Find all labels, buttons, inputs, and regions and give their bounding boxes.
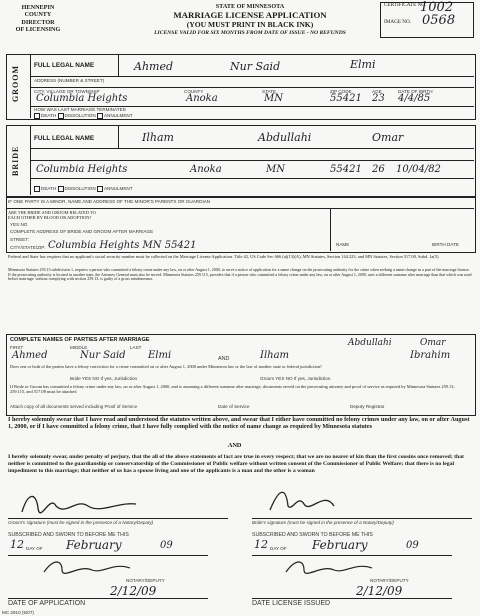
sworn-month-right: February xyxy=(312,538,368,552)
notary-label-right: NOTARY/DEPUTY xyxy=(370,578,409,583)
county-line-3: DIRECTOR xyxy=(21,18,55,26)
groom-dissolution-checkbox[interactable] xyxy=(58,113,64,119)
form-number: MC 2910 (5/07) xyxy=(2,610,34,615)
groom-felony: Groom YES NO If yes, Jurisdiction xyxy=(260,376,331,381)
groom-termination-options xyxy=(34,113,133,119)
sworn-year-right: 09 xyxy=(406,540,419,551)
bride-last-name: Omar xyxy=(372,131,404,144)
after-groom-middle: Nur Said xyxy=(80,350,126,361)
address-after-marriage: Columbia Heights MN 55421 xyxy=(48,240,197,251)
statute-notice: Minnesota Statutes 259.13 subdivision 1, requires a person who committed a felony crime under any law, on or after August 1, 2000, to serve a notice of application for a name change on the prosecuting authority for the crime when seeking a name change as a part of the marriage license. If the prosecuting authority is located in another state, the Attorney General must also be served. Minnesota Statutes 259.115, provides that if a person who committed a felony crime under any law, on or after August 1, 2000, uses a different surname after marriage than that which was used before marriage, without complying with section 259.13, is guilty of a gross misdemeanor. xyxy=(8,267,472,282)
after-groom-first: Ahmed xyxy=(12,350,48,361)
birth-date-label: BIRTH DATE xyxy=(432,242,459,247)
validity-notice: LICENSE VALID FOR SIX MONTHS FROM DATE OF ISSUE - NO REFUNDS xyxy=(154,30,346,36)
image-label: IMAGE NO. xyxy=(384,19,412,25)
related-yes-no: YES NO xyxy=(10,222,28,227)
name-label: NAME xyxy=(336,242,350,247)
bride-annulment-label: ANNULMENT xyxy=(103,186,133,192)
oath-felony: I hereby solemnly swear that I have read and understood the statutes written above, and swear that I either have committed no felony crimes under any law, on or after August 1, 2000, or if I have committed a felony crime, that I have fully complied with the notice of name change as required by Minnesota statutes xyxy=(8,416,470,431)
county-block xyxy=(8,4,68,34)
sworn-year-left: 09 xyxy=(160,540,173,551)
date-license-issued-label: DATE LICENSE ISSUED xyxy=(252,600,331,607)
bride-age: 26 xyxy=(372,164,385,175)
bride-state: MN xyxy=(266,164,285,175)
felony-notice: If Bride or Groom has committed a felony crime under any law, on or after August 1, 2000, and is assuming a different surname after marriage, documents served on the prosecuting attorney and proof of service as required by Minnesota Statutes 259.13, 259.115, and 517.08 must be attached xyxy=(10,384,455,394)
groom-dissolution-label: DISSOLUTION xyxy=(64,113,96,119)
groom-dob-label: DATE OF BIRTH xyxy=(398,89,433,94)
notary-signature-left xyxy=(40,556,170,578)
bride-death-checkbox[interactable] xyxy=(34,186,40,192)
sworn-day-right-suffix: DAY OF xyxy=(270,546,287,551)
complete-address-label: COMPLETE ADDRESS OF BRIDE AND GROOM AFTER MARRIAGE xyxy=(10,229,154,234)
date-of-application: 2/12/09 xyxy=(110,584,157,598)
bride-felony: Bride YES NO If yes, Jurisdiction xyxy=(70,376,138,381)
groom-signature-label: Groom's signature (must be signed in the presence of a Notary/Deputy) xyxy=(8,520,154,525)
related-label: ARE THE BRIDE AND GROOM RELATED TO EACH OTHER BY BLOOD OR ADOPTION? xyxy=(8,210,96,220)
oath-perjury: I hereby solemnly swear, under penalty of perjury, that the all of the above statements of fact are true in every respect; that we are no nearer of kin than the first cousins once removed; that neither is committed to the guardianship or conservatorship of the Commissioner of Public welfare without written consent of the Commissioner of Public Welfare; that there is no legal impediment to this marriage; that neither of us has a spouse living and one of the applicants is a man and the other is a woman xyxy=(8,454,464,474)
after-bride-last: Omar xyxy=(420,338,446,348)
bride-county: Anoka xyxy=(190,164,222,175)
groom-county: Anoka xyxy=(186,93,218,104)
groom-address-label: ADDRESS (NUMBER & STREET) xyxy=(34,78,105,83)
image-number: 0568 xyxy=(422,13,456,28)
groom-last-name: Elmi xyxy=(350,58,376,71)
certificate-label: CERTIFICATE NO. xyxy=(384,2,427,8)
page-subtitle: (YOU MUST PRINT IN BLACK INK) xyxy=(186,20,314,29)
county-line-4: OF LICENSING xyxy=(15,26,61,34)
sworn-left: SUBSCRIBED AND SWORN TO BEFORE ME THIS xyxy=(8,532,129,538)
federal-notice: Federal and State law requires that no applicant's social security number must be collected on the Marriage License Application. Title 42, US Code Sec 666 (a)(13)(A), MN Statutes, Section 144.223, and MN Statutes, Section 517.08, Subd. 1a(5) xyxy=(8,254,439,259)
felony-question: Does one or both of the parties have a felony conviction for a crime committed on or after August 1, 2000 under Minnesota law or the law of another state or federal jurisdiction? xyxy=(10,364,323,369)
groom-city-label: CITY, VILLAGE OR TOWNSHIP xyxy=(34,89,100,94)
groom-age: 23 xyxy=(372,93,385,104)
guardian-label: IF ONE PARTY IS A MINOR, NAME AND ADDRESS OF THE MINOR'S PARENTS OR GUARDIAN xyxy=(8,199,211,204)
after-bride-middle: Abdullahi xyxy=(348,338,392,348)
after-first-label: FIRST xyxy=(10,345,24,350)
bride-dissolution-label: DISSOLUTION xyxy=(64,186,96,192)
names-after-heading: COMPLETE NAMES OF PARTIES AFTER MARRIAGE xyxy=(10,337,150,343)
street-label: STREET: xyxy=(10,237,29,242)
after-bride-first: Ilham xyxy=(260,350,290,361)
title-block xyxy=(130,2,370,38)
bride-side-label: BRIDE xyxy=(11,145,20,176)
groom-age-label: AGE xyxy=(372,89,382,94)
state-heading: STATE OF MINNESOTA xyxy=(215,3,285,10)
sworn-month-left: February xyxy=(66,538,122,552)
after-bride-last-extra: Ibrahim xyxy=(410,350,451,361)
groom-first-name: Ahmed xyxy=(134,60,174,73)
groom-city: Columbia Heights xyxy=(36,93,128,104)
groom-death-checkbox[interactable] xyxy=(34,113,40,119)
groom-state: MN xyxy=(264,93,283,104)
page-title: MARRIAGE LICENSE APPLICATION xyxy=(173,10,327,20)
groom-dob: 4/4/85 xyxy=(398,93,431,104)
after-and-label: AND xyxy=(218,356,230,362)
bride-termination-options xyxy=(34,186,133,192)
sworn-day-left-suffix: DAY OF xyxy=(26,546,43,551)
bride-city: Columbia Heights xyxy=(36,164,128,175)
groom-county-label: COUNTY xyxy=(184,89,204,94)
bride-first-name: Ilham xyxy=(142,131,174,144)
bride-dob: 10/04/82 xyxy=(396,164,441,175)
notary-signature-right xyxy=(282,556,412,578)
groom-zip-label: ZIP CODE xyxy=(330,89,352,94)
county-line-1: HENNEPIN xyxy=(21,4,55,11)
groom-annulment-checkbox[interactable] xyxy=(97,113,103,119)
notary-label-left: NOTARY/DEPUTY xyxy=(126,578,165,583)
bride-zip: 55421 xyxy=(330,164,362,175)
certificate-number: 1002 xyxy=(420,0,454,15)
groom-death-label: DEATH xyxy=(41,113,57,119)
date-of-service-label: Date of Service xyxy=(218,404,250,409)
bride-signature-label: Bride's signature (must be signed in the presence of a Notary/Deputy) xyxy=(252,520,394,525)
bride-name-label: FULL LEGAL NAME xyxy=(34,135,95,142)
certificate-box xyxy=(382,0,472,28)
groom-annulment-label: ANNULMENT xyxy=(103,113,133,119)
attach-label: Attach copy of all documents served including Proof of Service xyxy=(10,404,138,409)
county-line-2: COUNTY xyxy=(24,11,52,19)
groom-name-label: FULL LEGAL NAME xyxy=(34,62,95,69)
date-license-issued: 2/12/09 xyxy=(356,584,403,598)
deputy-registrar-label: Deputy Registrar xyxy=(350,404,385,409)
groom-zip: 55421 xyxy=(330,93,362,104)
groom-state-label: STATE xyxy=(262,89,277,94)
bride-signature xyxy=(262,482,382,516)
bride-dissolution-checkbox[interactable] xyxy=(58,186,64,192)
bride-death-label: DEATH xyxy=(41,186,57,192)
after-groom-last: Elmi xyxy=(148,350,172,361)
groom-prev-marriage-label: HOW WAS LAST MARRIAGE TERMINATED xyxy=(34,107,126,112)
sworn-right: SUBSCRIBED AND SWORN TO BEFORE ME THIS xyxy=(252,532,373,538)
date-of-application-label: DATE OF APPLICATION xyxy=(8,600,86,607)
groom-signature xyxy=(16,488,166,518)
city-label: CITY/STATE/ZIP: xyxy=(10,245,46,250)
after-middle-label: MIDDLE xyxy=(70,345,88,350)
bride-middle-name: Abdullahi xyxy=(258,131,312,144)
sworn-day-right: 12 xyxy=(254,538,268,551)
bride-annulment-checkbox[interactable] xyxy=(97,186,103,192)
after-last-label: LAST xyxy=(130,345,142,350)
oath-and: AND xyxy=(228,442,242,449)
groom-middle-name: Nur Said xyxy=(230,60,281,73)
groom-side-label: GROOM xyxy=(11,65,20,102)
sworn-day-left: 12 xyxy=(10,538,24,551)
